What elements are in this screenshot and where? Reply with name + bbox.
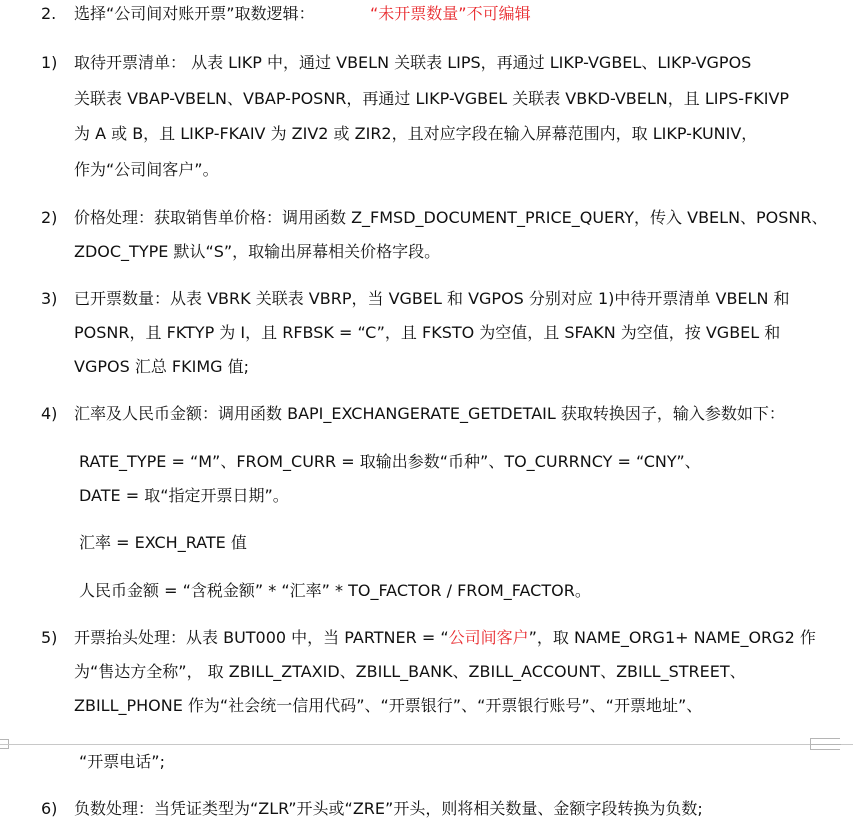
paragraph-line bbox=[74, 628, 816, 648]
item-number: 3) bbox=[41, 289, 58, 308]
item-number: 4) bbox=[41, 404, 58, 423]
paragraph-line: 为“售达方全称”， 取 ZBILL_ZTAXID、ZBILL_BANK、ZBILL_ACCOUNT、ZBILL_STREET、 bbox=[74, 662, 746, 681]
param-line: 人民币金额 = “含税金额” * “汇率” * TO_FACTOR / FROM_FACTOR。 bbox=[79, 581, 591, 600]
item-number: 1) bbox=[41, 53, 58, 72]
item-number: 6) bbox=[41, 799, 58, 818]
paragraph-line: ZDOC_TYPE 默认“S”，取输出屏幕相关价格字段。 bbox=[74, 242, 441, 261]
param-line: RATE_TYPE = “M”、FROM_CURR = 取输出参数“币种”、TO_CURRNCY = “CNY”、 bbox=[79, 452, 701, 471]
heading-note: “未开票数量”不可编辑 bbox=[370, 4, 531, 23]
text-run: ”，取 NAME_ORG1+ NAME_ORG2 作 bbox=[528, 628, 816, 647]
paragraph-line: 取待开票清单： 从表 LIKP 中，通过 VBELN 关联表 LIPS，再通过 LIKP-VGBEL、LIKP-VGPOS bbox=[74, 53, 752, 72]
param-line: 汇率 = EXCH_RATE 值 bbox=[79, 533, 247, 552]
paragraph-line: 为 A 或 B，且 LIKP-FKAIV 为 ZIV2 或 ZIR2，且对应字段在输入屏幕范围内，取 LIKP-KUNIV， bbox=[74, 124, 758, 143]
highlighted-term: 公司间客户 bbox=[448, 628, 529, 647]
text-run: 开票抬头处理：从表 BUT000 中，当 PARTNER = “ bbox=[74, 628, 449, 647]
section-heading: 选择“公司间对账开票”取数逻辑： bbox=[74, 4, 315, 23]
paragraph-line: 汇率及人民币金额：调用函数 BAPI_EXCHANGERATE_GETDETAIL 获取转换因子，输入参数如下： bbox=[74, 404, 785, 423]
paragraph-line: 价格处理：获取销售单价格：调用函数 Z_FMSD_DOCUMENT_PRICE_QUERY，传入 VBELN、POSNR、 bbox=[74, 208, 828, 227]
paragraph-line: 作为“公司间客户”。 bbox=[74, 160, 219, 179]
paragraph-line: 关联表 VBAP-VBELN、VBAP-POSNR，再通过 LIKP-VGBEL 关联表 VBKD-VBELN，且 LIPS-FKIVP bbox=[74, 89, 790, 108]
item-number: 5) bbox=[41, 628, 58, 647]
paragraph-line: ZBILL_PHONE 作为“社会统一信用代码”、“开票银行”、“开票银行账号”、“开票地址”、 bbox=[74, 696, 703, 715]
section-number: 2. bbox=[41, 4, 57, 23]
param-line: DATE = 取“指定开票日期”。 bbox=[79, 486, 289, 505]
paragraph-line: 负数处理：当凭证类型为“ZLR”开头或“ZRE”开头，则将相关数量、金额字段转换为负数; bbox=[74, 799, 703, 818]
page-corner-mark-right bbox=[810, 738, 840, 750]
paragraph-line: VGPOS 汇总 FKIMG 值; bbox=[74, 357, 250, 376]
paragraph-line: “开票电话”; bbox=[79, 752, 165, 771]
paragraph-line: POSNR，且 FKTYP 为 I，且 RFBSK = “C”，且 FKSTO 为空值，且 SFAKN 为空值，按 VGBEL 和 bbox=[74, 323, 781, 342]
item-number: 2) bbox=[41, 208, 58, 227]
page-break-line bbox=[0, 744, 853, 745]
paragraph-line: 已开票数量：从表 VBRK 关联表 VBRP，当 VGBEL 和 VGPOS 分别对应 1)中待开票清单 VBELN 和 bbox=[74, 289, 790, 308]
